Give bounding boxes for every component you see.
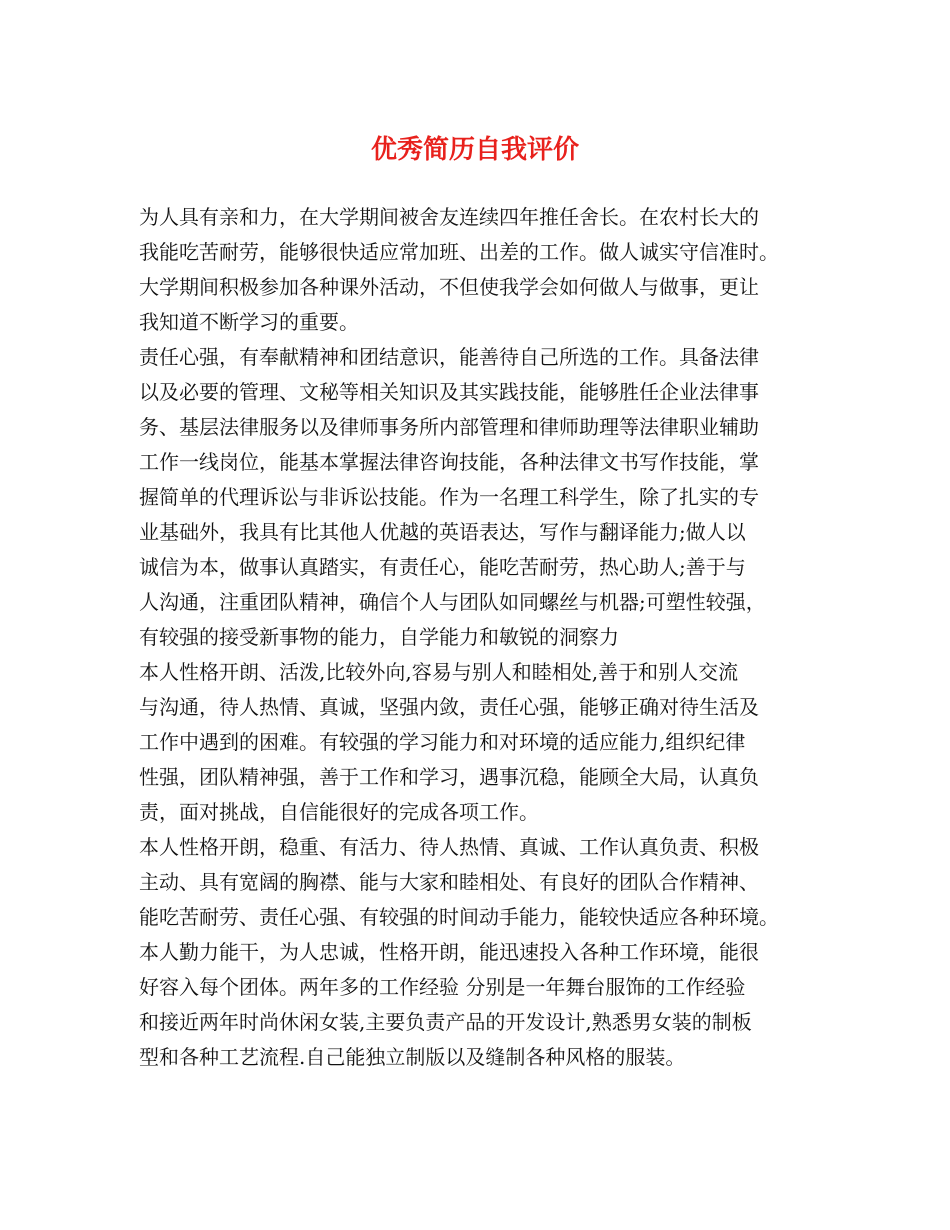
text-line: 主动、具有宽阔的胸襟、能与大家和睦相处、有良好的团队合作精神、 bbox=[139, 870, 759, 894]
text-line: 本人性格开朗、活泼,比较外向,容易与别人和睦相处,善于和别人交流 bbox=[139, 660, 739, 684]
text-line: 业基础外，我具有比其他人优越的英语表达，写作与翻译能力;做人以 bbox=[139, 520, 746, 544]
text-line: 为人具有亲和力，在大学期间被舍友连续四年推任舍长。在农村长大的 bbox=[139, 205, 759, 229]
page-title: 优秀简历自我评价 bbox=[370, 135, 579, 165]
text-line: 型和各种工艺流程.自己能独立制版以及缝制各种风格的服装。 bbox=[139, 1045, 686, 1069]
text-line: 诚信为本，做事认真踏实，有责任心，能吃苦耐劳，热心助人;善于与 bbox=[139, 555, 746, 579]
text-line: 工作一线岗位，能基本掌握法律咨询技能，各种法律文书写作技能，掌 bbox=[139, 450, 759, 474]
text-line: 与沟通，待人热情、真诚，坚强内敛，责任心强，能够正确对待生活及 bbox=[139, 695, 759, 719]
text-line: 性强，团队精神强，善于工作和学习，遇事沉稳，能顾全大局，认真负 bbox=[139, 765, 759, 789]
text-line: 本人勤力能干，为人忠诚，性格开朗，能迅速投入各种工作环境，能很 bbox=[139, 940, 759, 964]
text-line: 人沟通，注重团队精神，确信个人与团队如同螺丝与机器;可塑性较强， bbox=[139, 590, 766, 614]
text-line: 责任心强，有奉献精神和团结意识，能善待自己所选的工作。具备法律 bbox=[139, 345, 759, 369]
text-line: 本人性格开朗，稳重、有活力、待人热情、真诚、工作认真负责、积极 bbox=[139, 835, 759, 859]
text-line: 好容入每个团体。两年多的工作经验 分别是一年舞台服饰的工作经验 bbox=[139, 975, 746, 999]
text-line: 我能吃苦耐劳，能够很快适应常加班、出差的工作。做人诚实守信准时。 bbox=[139, 240, 779, 264]
text-line: 大学期间积极参加各种课外活动，不但使我学会如何做人与做事，更让 bbox=[139, 275, 759, 299]
text-line: 握简单的代理诉讼与非诉讼技能。作为一名理工科学生，除了扎实的专 bbox=[139, 485, 759, 509]
text-line: 能吃苦耐劳、责任心强、有较强的时间动手能力，能较快适应各种环境。 bbox=[139, 905, 779, 929]
text-line: 我知道不断学习的重要。 bbox=[139, 310, 359, 334]
text-line: 务、基层法律服务以及律师事务所内部管理和律师助理等法律职业辅助 bbox=[139, 415, 759, 439]
text-line: 责，面对挑战，自信能很好的完成各项工作。 bbox=[139, 800, 539, 824]
text-line: 工作中遇到的困难。有较强的学习能力和对环境的适应能力,组织纪律 bbox=[139, 730, 746, 754]
text-line: 有较强的接受新事物的能力，自学能力和敏锐的洞察力 bbox=[139, 625, 619, 649]
body-text bbox=[139, 200, 829, 1075]
text-line: 以及必要的管理、文秘等相关知识及其实践技能，能够胜任企业法律事 bbox=[139, 380, 759, 404]
text-line: 和接近两年时尚休闲女装,主要负责产品的开发设计,熟悉男女装的制板 bbox=[139, 1010, 752, 1034]
